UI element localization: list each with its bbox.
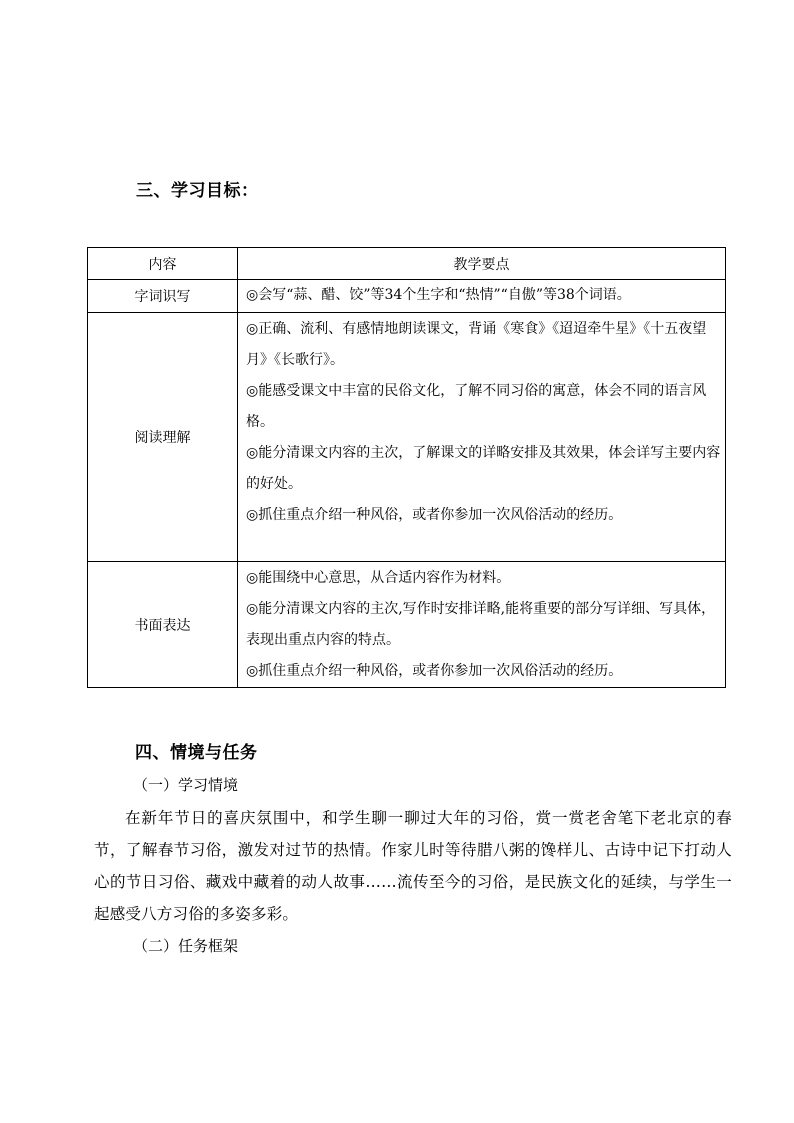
point-item: ◎能感受课文中丰富的民俗文化，了解不同习俗的寓意，体会不同的语言风格。 [246, 383, 707, 430]
point-item: ◎正确、流利、有感情地朗读课文，背诵《寒食》《迢迢牵牛星》《十五夜望月》《长歌行》。 [246, 321, 707, 368]
row-points [238, 280, 726, 313]
subsection-task-framework: （二）任务框架 [133, 937, 239, 955]
point-item: ◎能分清课文内容的主次，了解课文的详略安排及其效果，体会详写主要内容的好处。 [246, 445, 721, 492]
point-item: ◎能分清课文内容的主次,写作时安排详略,能将重要的部分写详细、写具体，表现出重点内容的特点。 [246, 601, 716, 648]
table-row [88, 313, 726, 562]
learning-goals-table [87, 247, 726, 688]
subsection-learning-context: （一）学习情境 [133, 776, 239, 794]
point-item: ◎会写“蒜、醋、饺”等34个生字和“热情”“自傲”等38个词语。 [246, 287, 631, 303]
table-row [88, 562, 726, 688]
header-content: 内容 [88, 248, 238, 280]
row-category: 阅读理解 [88, 313, 238, 562]
section-4-title: 四、情境与任务 [135, 743, 258, 763]
section-3-title: 三、学习目标： [136, 181, 259, 201]
header-teaching-points: 教学要点 [238, 248, 726, 280]
row-points [238, 562, 726, 688]
context-paragraph: 在新年节日的喜庆氛围中，和学生聊一聊过大年的习俗，赏一赏老舍笔下老北京的春节，了解春节习俗，激发对过节的热情。作家儿时等待腊八粥的馋样儿、古诗中记下打动人心的节日习俗、藏戏中藏着的动人故事……流传至今的习俗，是民族文化的延续，与学生一起感受八方习俗的多姿多彩。 [94, 809, 732, 923]
point-item: ◎抓住重点介绍一种风俗，或者你参加一次风俗活动的经历。 [246, 507, 623, 523]
table-header-row [88, 248, 726, 280]
row-category: 字词识写 [88, 280, 238, 313]
row-category: 书面表达 [88, 562, 238, 688]
point-item: ◎能围绕中心意思，从合适内容作为材料。 [246, 570, 511, 586]
row-points [238, 313, 726, 562]
point-item: ◎抓住重点介绍一种风俗，或者你参加一次风俗活动的经历。 [246, 663, 623, 679]
table-row [88, 280, 726, 313]
